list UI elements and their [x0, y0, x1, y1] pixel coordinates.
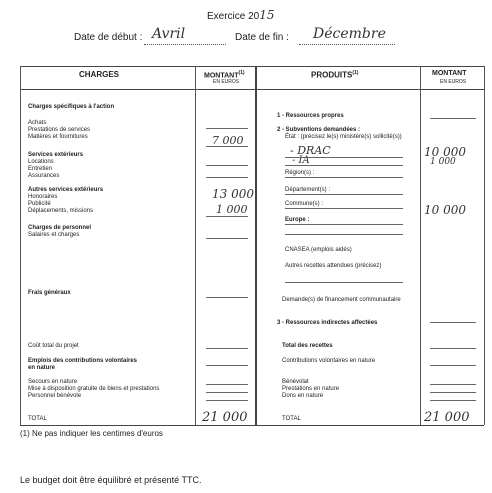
drac-amount[interactable]: 10 000: [424, 145, 466, 159]
table-bottom-border: [20, 425, 484, 426]
drac-label[interactable]: - DRAC: [290, 144, 331, 157]
col-charges-header: CHARGES: [79, 70, 120, 79]
publicite-amount[interactable]: 1 000: [216, 203, 248, 216]
locations-label: Locations: [28, 159, 54, 165]
amount-line: [206, 384, 248, 385]
amount-line: [206, 400, 248, 401]
frais-generaux-label: Frais généraux: [28, 290, 71, 296]
amount-line: [206, 146, 248, 147]
amount-line: [430, 365, 476, 366]
prestations-label: Prestations de services: [28, 127, 91, 133]
personnel-benevole-label: Personnel bénévole: [28, 393, 82, 399]
deplacements-label: Déplacements, missions: [28, 208, 94, 214]
honoraires-label: Honoraires: [28, 194, 58, 200]
amount-line: [430, 400, 476, 401]
amount-line: [206, 365, 248, 366]
mise-dispo-label: Mise à disposition gratuite de biens et prestations: [28, 386, 160, 392]
exercice-year: 15: [259, 8, 275, 22]
achats-label: Achats: [28, 120, 47, 126]
date-fin-label: Date de fin :: [235, 32, 289, 43]
entry-line: [285, 165, 403, 166]
col-divider-1: [195, 66, 196, 425]
subventions-label: 2 - Subventions demandées :: [277, 127, 361, 133]
matieres-label: Matières et fournitures: [28, 134, 88, 140]
communes-label: Commune(s) :: [285, 201, 324, 207]
total-produits-label: TOTAL: [282, 416, 301, 422]
amount-line: [206, 128, 248, 129]
ressources-propres-label: 1 - Ressources propres: [277, 113, 344, 119]
entry-line: [285, 208, 403, 209]
total-charges-amount[interactable]: 21 000: [202, 410, 248, 425]
entry-line: [285, 194, 403, 195]
amount-line: [206, 177, 248, 178]
date-debut-label: Date de début :: [74, 32, 143, 43]
date-fin-value[interactable]: Décembre: [313, 26, 386, 42]
col-divider-2: [255, 66, 257, 425]
assurances-label: Assurances: [28, 173, 60, 179]
amount-line: [430, 322, 476, 323]
honoraires-amount[interactable]: 13 000: [212, 187, 254, 201]
col-divider-3: [420, 66, 421, 425]
cout-total-label: Coût total du projet: [28, 343, 79, 349]
col-produits-header: PRODUITS$^{(1)}$: [311, 70, 359, 80]
footnote: (1) Ne pas indiquer les centimes d'euros: [20, 429, 163, 438]
date-debut-line: [144, 44, 226, 45]
ressources-indirectes-label: 3 - Ressources indirectes affectées: [277, 320, 378, 326]
amount-line: [206, 216, 248, 217]
amount-line: [430, 118, 476, 119]
ia-amount[interactable]: 1 000: [430, 157, 456, 167]
etat-label: État : (précisez le(s) ministère(s) sollicité(s)): [285, 134, 402, 140]
col-montant-left-sub: EN EUROS: [213, 79, 240, 85]
entry-line: [285, 234, 403, 235]
total-charges-label: TOTAL: [28, 416, 47, 422]
region-label: Région(s) :: [285, 170, 315, 176]
emplois-label: Emplois des contributions volontaires: [28, 358, 138, 364]
col-montant-right-header: MONTANT: [432, 70, 467, 77]
col-montant-right-sub: EN EUROS: [440, 79, 467, 85]
entretien-label: Entretien: [28, 166, 53, 172]
table-right-border: [484, 66, 485, 425]
departement-label: Département(s) :: [285, 187, 331, 193]
services-ext-label: Services extérieurs: [28, 152, 84, 158]
contributions-label: Contributions volontaires en nature: [282, 358, 376, 364]
table-left-border: [20, 66, 21, 425]
communes-amount[interactable]: 10 000: [424, 203, 466, 217]
prestations-nature-label: Prestations en nature: [282, 386, 340, 392]
europe-label: Europe :: [285, 217, 310, 223]
emplois-label-2: en nature: [28, 365, 56, 371]
amount-line: [206, 348, 248, 349]
amount-line: [430, 392, 476, 393]
amount-line: [206, 297, 248, 298]
amount-line: [206, 165, 248, 166]
exercice-label: Exercice 2015: [207, 8, 275, 22]
benevolat-label: Bénévolat: [282, 379, 309, 385]
personnel-label: Charges de personnel: [28, 225, 92, 231]
table-header-border: [20, 89, 484, 90]
entry-line: [285, 157, 403, 158]
total-produits-amount[interactable]: 21 000: [424, 410, 470, 425]
charges-specifiques: Charges spécifiques à l'action: [28, 104, 115, 110]
total-recettes-label: Total des recettes: [282, 343, 333, 349]
date-fin-line: [299, 44, 395, 45]
demandes-label: Demande(s) de financement communautaire: [282, 297, 401, 303]
autres-recettes-label: Autres recettes attendues (précisez): [285, 263, 382, 269]
dons-label: Dons en nature: [282, 393, 324, 399]
autres-services-label: Autres services extérieurs: [28, 187, 104, 193]
amount-line: [206, 392, 248, 393]
entry-line: [285, 177, 403, 178]
date-debut-value[interactable]: Avril: [152, 26, 186, 42]
secours-label: Secours en nature: [28, 379, 78, 385]
col-montant-left-header: MONTANT$^{(1)}$: [204, 70, 245, 80]
salaires-label: Salaires et charges: [28, 232, 80, 238]
amount-line: [430, 384, 476, 385]
entry-line: [285, 282, 403, 283]
cnasea-label: CNASEA (emplois aidés): [285, 247, 352, 253]
amount-line: [206, 238, 248, 239]
matieres-amount[interactable]: 7 000: [212, 134, 244, 147]
entry-line: [285, 224, 403, 225]
amount-line: [430, 348, 476, 349]
publicite-label: Publicité: [28, 201, 51, 207]
budget-note: Le budget doit être équilibré et présenté TTC.: [20, 475, 202, 485]
ia-label[interactable]: - IA: [292, 155, 310, 166]
table-top-border: [20, 66, 484, 67]
